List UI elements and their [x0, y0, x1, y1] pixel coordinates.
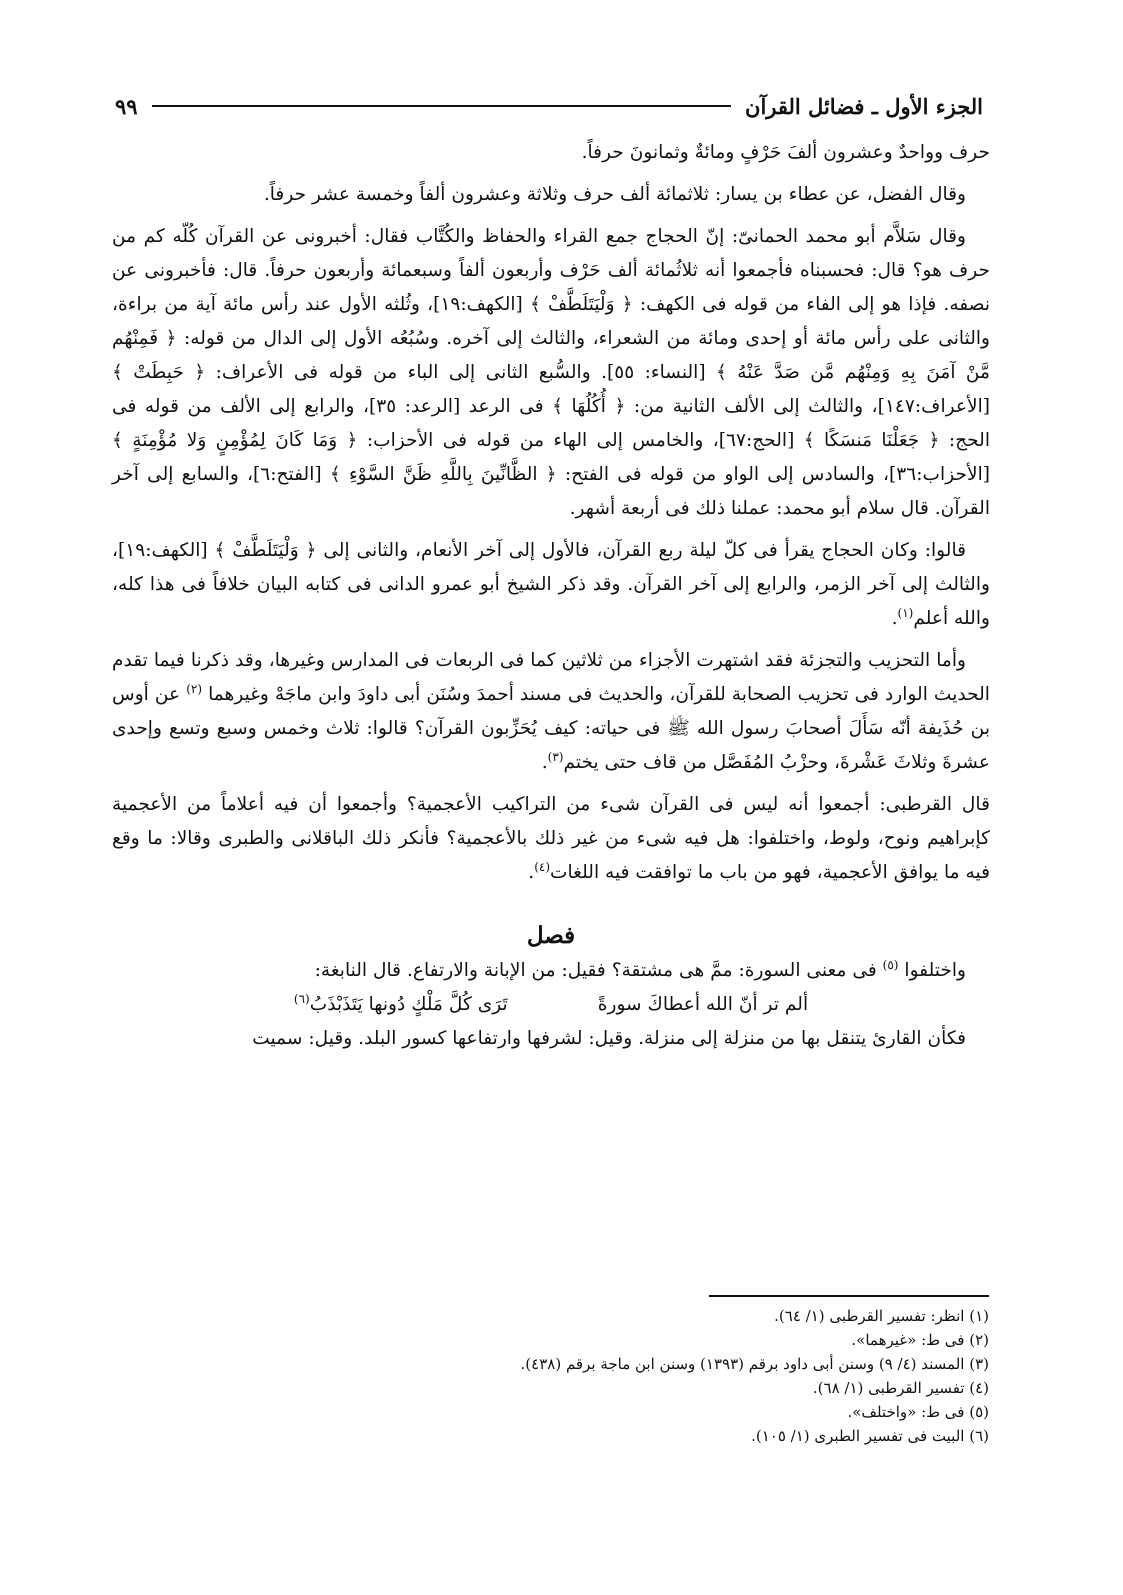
period: . — [528, 862, 535, 883]
footnote-6: (٦) البيت فى تفسير الطبرى (١/ ١٠٥). — [751, 1427, 989, 1445]
section-title: فصل — [526, 922, 576, 949]
section-closing: فكأن القارئ يتنقل بها من منزلة إلى منزلة. وقيل: لشرفها وارتفاعها كسور البلد. وقيل: سميت — [252, 1028, 966, 1049]
footnote-ref-6: (٦) — [293, 991, 310, 1006]
page-body — [112, 136, 990, 1056]
paragraph-4-text: قالوا: وكان الحجاج يقرأ فى كلّ ليلة ربع القرآن، فالأول إلى آخر الأنعام، والثانى إلى ﴿ وَلْيَتَلَطَّفْ ﴾ [الكهف:١٩]، والثالث إلى آخر الزمر، والرابع إلى آخر القرآن. وقد ذكر الشيخ أبو عمرو الدانى فى كتابه البيان خلافاً فى هذا كله، والله أعلم — [112, 540, 990, 629]
footnote-1: (١) انظر: تفسير القرطبى (١/ ٦٤). — [774, 1307, 989, 1325]
paragraph-2: وقال الفضل، عن عطاء بن يسار: ثلاثمائة ألف حرف وثلاثة وعشرون ألفاً وخمسة عشر حرفاً. — [263, 184, 966, 205]
running-header — [115, 86, 983, 126]
paragraph-5-text-b: عن أوس بن حُذَيفة أنّه سَأَلَ أصحابَ رسول الله ﷺ فى حياته: كيف يُحَزِّبون القرآن؟ قالوا: ثلاث وخمس وسبع وتسع وإحدى عشرةَ وثلاثَ عَشْرةَ، وحزْبُ المُفَصَّل من قاف حتى يختم — [112, 684, 990, 773]
section-intro — [112, 954, 990, 988]
paragraph-4 — [112, 534, 990, 636]
footnote-ref-5: (٥) — [882, 957, 899, 972]
period: . — [541, 752, 548, 773]
footnote-ref-3: (٣) — [547, 749, 564, 764]
footnotes — [129, 1304, 989, 1448]
verse-second-text: تَرَى كُلَّ مَلْكٍ دُونها يَتَذَبْذَبُ — [309, 994, 508, 1015]
paragraph-6-text: قال القرطبى: أجمعوا أنه ليس فى القرآن شىء من التراكيب الأعجمية؟ وأجمعوا أن فيه أعلاماً من الأعجمية كإبراهيم ونوح، ولوط، واختلفوا: هل فيه شىء من غير ذلك بالأعجمية؟ فأنكر ذلك الباقلانى والطبرى وقالا: ما وقع فيه ما يوافق الأعجمية، فهو من باب ما توافقت فيه اللغات — [112, 794, 990, 883]
page-number: ٩٩ — [115, 93, 138, 119]
verse-second-hemistich — [294, 988, 508, 1022]
paragraph-5 — [112, 644, 990, 780]
section-intro-after: فى معنى السورة: ممَّ هى مشتقة؟ فقيل: من الإبانة والارتفاع. قال النابغة: — [314, 960, 877, 981]
paragraph-1: حرف وواحدٌ وعشرون ألفَ حَرْفٍ ومائةٌ وثمانونَ حرفاً. — [581, 142, 990, 163]
section-intro-before: واختلفوا — [904, 960, 966, 981]
paragraph-5-text-a: وأما التحزيب والتجزئة فقد اشتهرت الأجزاء من ثلاثين كما فى الربعات فى المدارس وغيرها، وقد ذكرنا فيما تقدم الحديث الوارد فى تحزيب الصحابة للقرآن، والحديث فى مسند أحمدَ وسُنَن أبى داودَ وابن ماجَهْ وغيرهما — [112, 650, 990, 705]
footnote-2: (٢) فى ط: «غيرهما». — [851, 1331, 989, 1349]
header-title: الجزء الأول ـ فضائل القرآن — [745, 93, 983, 119]
footnote-5: (٥) فى ط: «واختلف». — [847, 1403, 989, 1421]
poem-verse — [112, 988, 990, 1022]
footnote-rule — [709, 1295, 989, 1297]
footnote-ref-2: (٢) — [186, 681, 203, 696]
footnote-ref-4: (٤) — [534, 859, 551, 874]
header-rule — [152, 105, 731, 107]
paragraph-6 — [112, 788, 990, 890]
footnote-4: (٤) تفسير القرطبى (١/ ٦٨). — [812, 1379, 989, 1397]
footnote-3: (٣) المسند (٤/ ٩) وسنن أبى داود برقم (١٣٩٣) وسنن ابن ماجة برقم (٤٣٨). — [520, 1355, 989, 1373]
footnote-ref-1: (١) — [897, 605, 914, 620]
paragraph-3: وقال سَلاَّم أبو محمد الحمانىّ: إنّ الحجاج جمع القراء والحفاظ والكُتَّاب فقال: أخبرونى عن القرآن كُلّه كم من حرف هو؟ قال: فحسبناه فأجمعوا أنه ثلاثُمائة ألف حَرْف وأربعون ألفاً وسبعمائة وأربعون حرفاً. قال: فأخبرونى عن نصفه. فإذا هو إلى الفاء من قوله فى الكهف: ﴿ وَلْيَتَلَطَّفْ ﴾ [الكهف:١٩]، وثُلثه الأول عند رأس مائة آية من براءة، والثانى على رأس مائة أو إحدى ومائة من الشعراء، والثالث إلى آخره. وسُبُعُه الأول إلى الدال من قوله: ﴿ فَمِنْهُم مَّنْ آمَنَ بِهِ وَمِنْهُم مَّن صَدَّ عَنْهُ ﴾ [النساء: ٥٥]. والسُّبع الثانى إلى الباء من قوله فى الأعراف: ﴿ حَبِطَتْ ﴾ [الأعراف:١٤٧]، والثالث إلى الألف الثانية من: ﴿ أُكُلُهَا ﴾ فى الرعد [الرعد: ٣٥]، والرابع إلى الألف من قوله فى الحج: ﴿ جَعَلْنَا مَنسَكًا ﴾ [الحج:٦٧]، والخامس إلى الهاء من قوله فى الأحزاب: ﴿ وَمَا كَانَ لِمُؤْمِنٍ وَلا مُؤْمِنَةٍ ﴾ [الأحزاب:٣٦]، والسادس إلى الواو من قوله فى الفتح: ﴿ الظَّانِّينَ بِاللَّهِ ظَنَّ السَّوْءِ ﴾ [الفتح:٦]، والسابع إلى آخر القرآن. قال سلام أبو محمد: عملنا ذلك فى أربعة أشهر. — [112, 226, 990, 519]
period: . — [891, 608, 898, 629]
verse-first-hemistich: ألم تر أنّ الله أعطاكَ سورةً — [597, 994, 809, 1015]
